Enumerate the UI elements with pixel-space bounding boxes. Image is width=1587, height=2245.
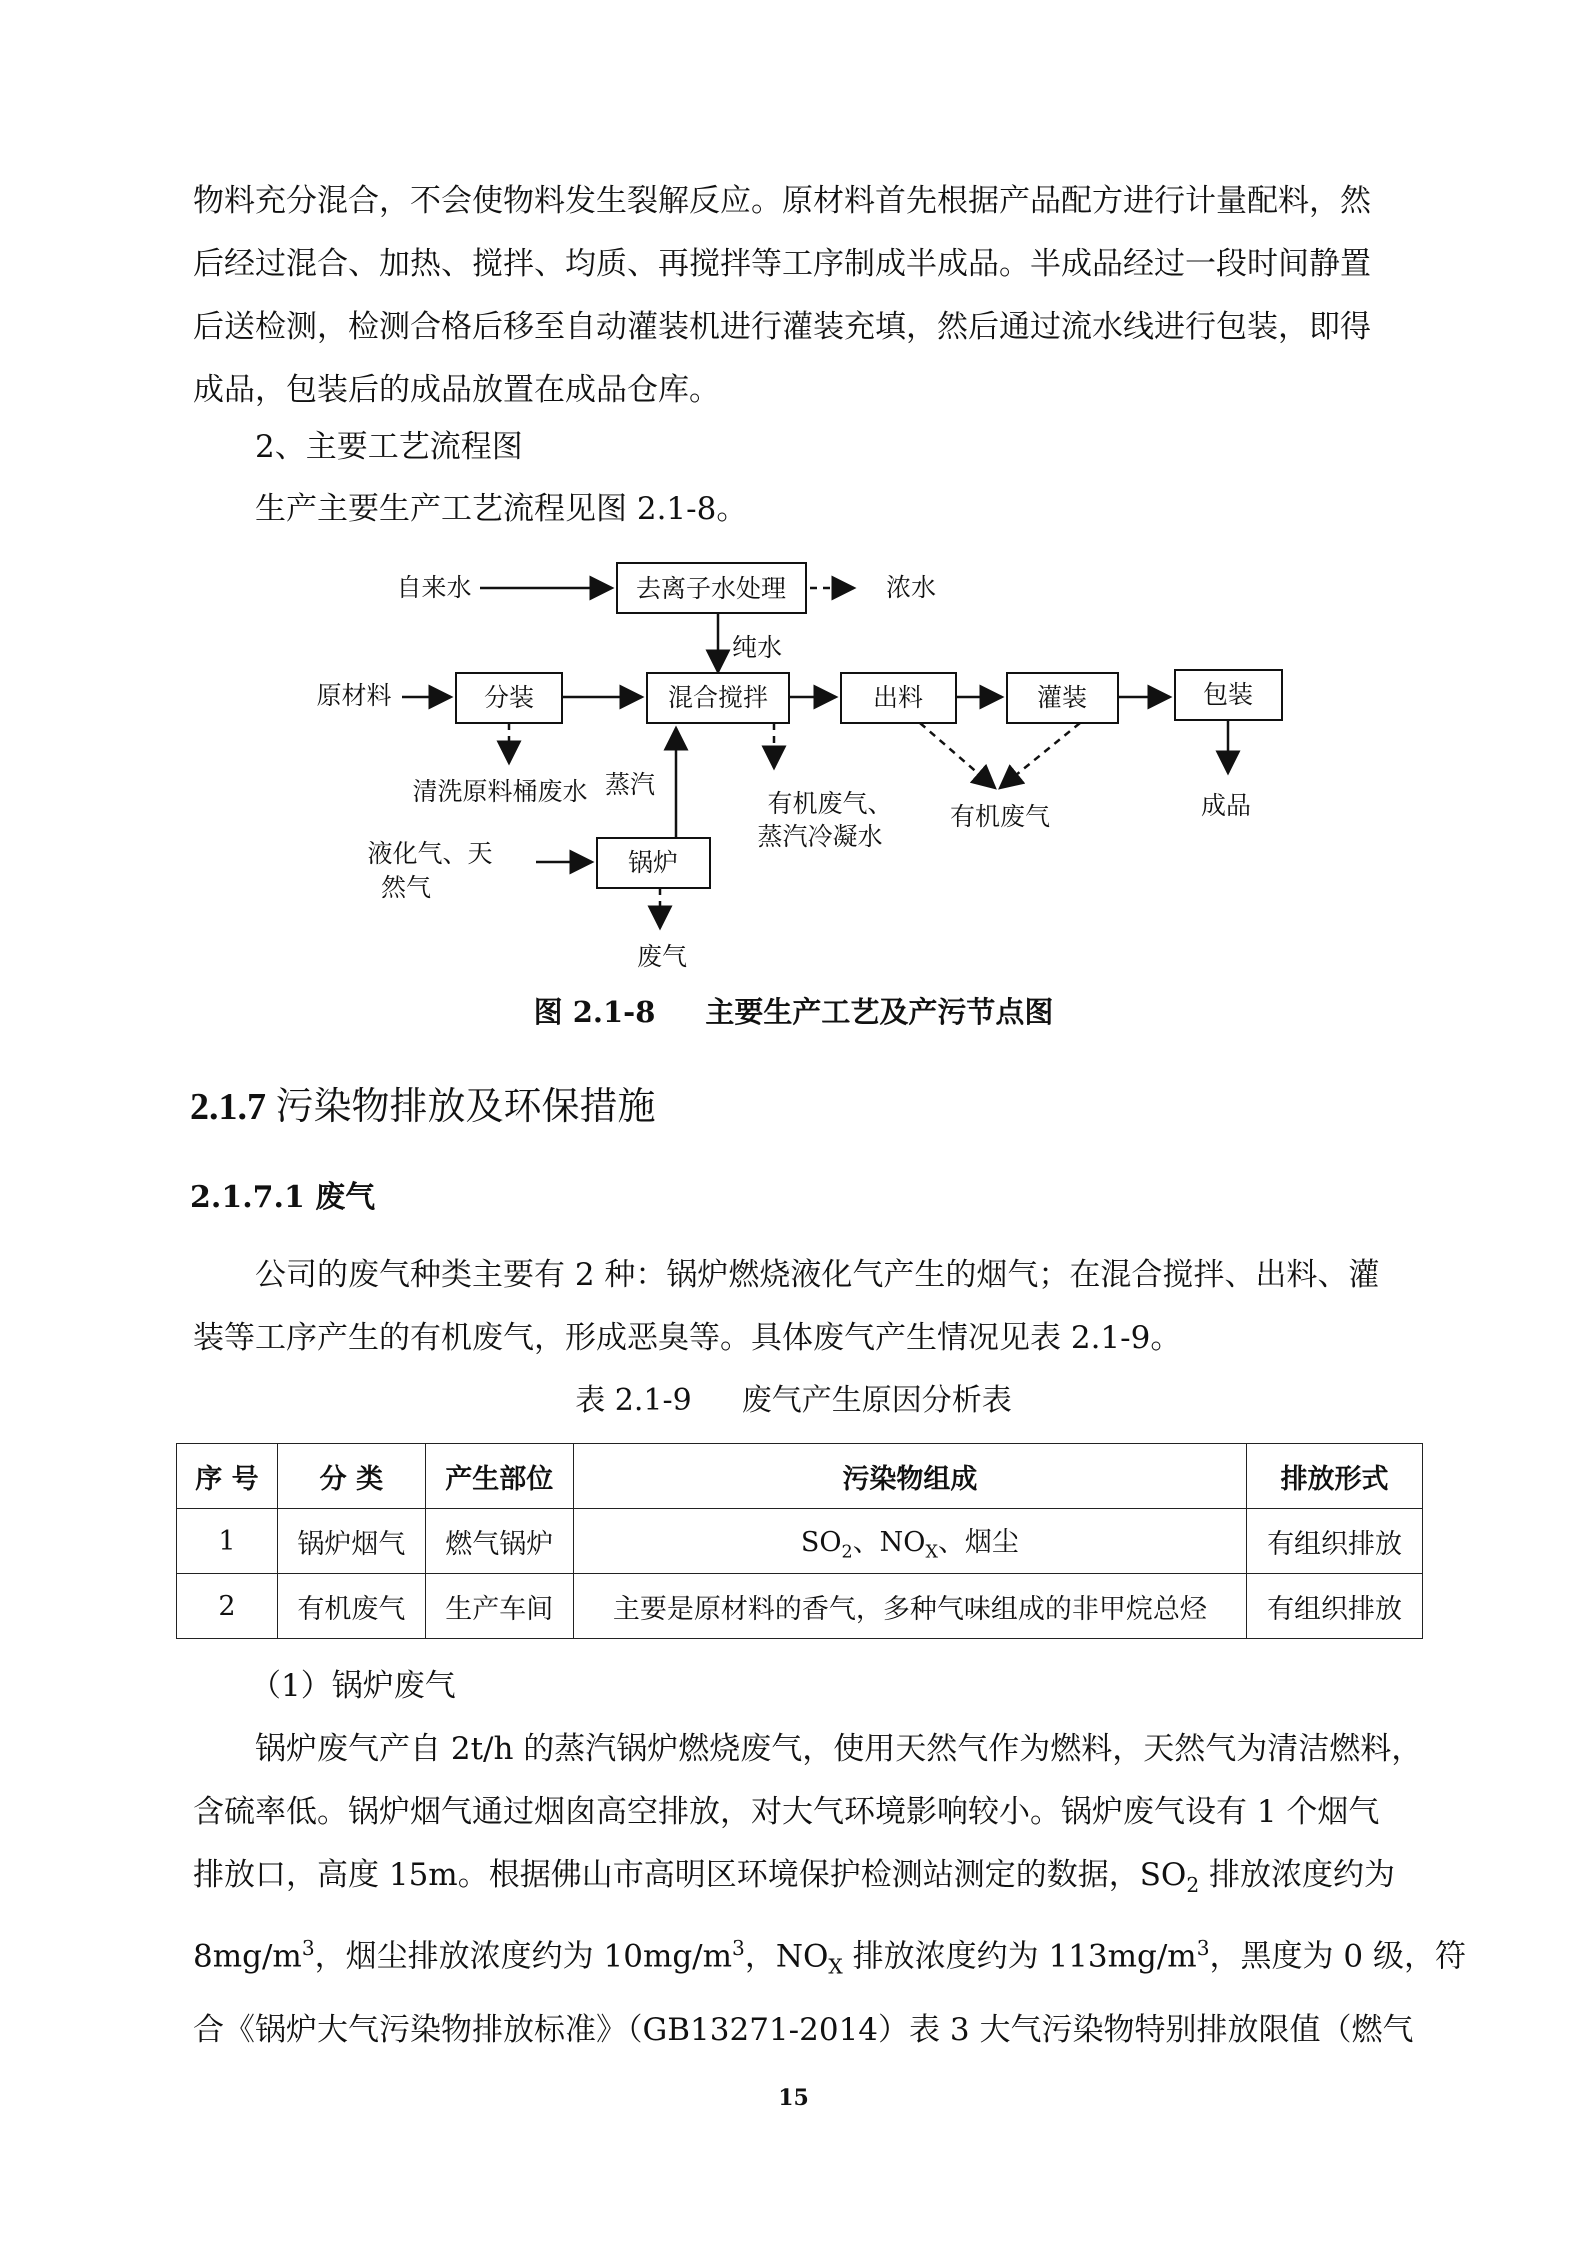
section-title: 污染物排放及环保措施 xyxy=(275,1086,656,1128)
node-raw-material: 原材料 xyxy=(316,681,392,710)
cell-source: 生产车间 xyxy=(425,1574,573,1639)
boiler-line-3: 排放口，高度 15m。根据佛山市高明区环境保护检测站测定的数据，$SO_2$ 排放浓度约为 xyxy=(193,1857,1396,1898)
intro-line-4: 成品，包装后的成品放置在成品仓库。 xyxy=(193,372,720,408)
cell-form: 有组织排放 xyxy=(1247,1574,1423,1639)
process-flowchart xyxy=(300,560,1300,980)
cell-composition: $SO_2$、$NO_X$、烟尘 xyxy=(573,1509,1246,1574)
node-packing: 包装 xyxy=(1202,680,1254,709)
boiler-line-2: 含硫率低。锅炉烟气通过烟囱高空排放，对大气环境影响较小。锅炉废气设有 1 个烟气 xyxy=(193,1794,1380,1830)
section-heading xyxy=(190,1075,656,1130)
node-tap-water: 自来水 xyxy=(396,573,472,602)
node-fuel-2: 然气 xyxy=(380,873,432,902)
node-pure-water: 纯水 xyxy=(731,633,783,662)
node-deion: 去离子水处理 xyxy=(635,574,787,603)
cell-composition: 主要是原材料的香气，多种气味组成的非甲烷总烃 xyxy=(573,1574,1246,1639)
node-conc-water: 浓水 xyxy=(885,573,937,602)
cell-no: 1 xyxy=(177,1509,278,1574)
exhaust-analysis-table xyxy=(176,1443,1423,1639)
figure-caption-text: 主要生产工艺及产污节点图 xyxy=(705,995,1054,1029)
table-header-row xyxy=(177,1444,1423,1509)
boiler-line-1: 锅炉废气产自 2t/h 的蒸汽锅炉燃烧废气，使用天然气作为燃料，天然气为清洁燃料， xyxy=(255,1731,1423,1767)
intro-line-3: 后送检测，检测合格后移至自动灌装机进行灌装充填，然后通过流水线进行包装，即得 xyxy=(193,309,1371,345)
boiler-heading: （1）锅炉废气 xyxy=(250,1668,456,1704)
cell-form: 有组织排放 xyxy=(1247,1509,1423,1574)
subsection-title: 废气 xyxy=(315,1180,376,1215)
node-dispense: 分装 xyxy=(483,683,535,712)
col-header-composition: 污染物组成 xyxy=(573,1444,1246,1509)
boiler-paragraph xyxy=(193,1718,1466,2062)
subsection-number: 2.1.7.1 xyxy=(190,1180,305,1215)
node-organic-gas: 有机废气 xyxy=(949,802,1051,831)
node-discharge: 出料 xyxy=(872,683,924,712)
cell-type: 有机废气 xyxy=(277,1574,425,1639)
gas-intro-line-2: 装等工序产生的有机废气，形成恶臭等。具体废气产生情况见表 2.1-9。 xyxy=(193,1320,1182,1356)
table-caption xyxy=(0,1375,1587,1419)
gas-intro-line-1: 公司的废气种类主要有 2 种：锅炉燃烧液化气产生的烟气；在混合搅拌、出料、灌 xyxy=(255,1257,1380,1293)
node-filling: 灌装 xyxy=(1036,683,1088,712)
item-2-heading: 2、主要工艺流程图 xyxy=(255,429,523,465)
node-wash-water: 清洗原料桶废水 xyxy=(412,777,588,806)
node-exhaust: 废气 xyxy=(636,942,688,971)
intro-line-1: 物料充分混合，不会使物料发生裂解反应。原材料首先根据产品配方进行计量配料，然 xyxy=(193,183,1371,219)
col-header-no: 序 号 xyxy=(177,1444,278,1509)
node-product: 成品 xyxy=(1200,791,1252,820)
boiler-line-4: $8mg/m^3$，烟尘排放浓度约为 $10mg/m^3$，$NO_X$ 排放浓度约为 $113mg/m^3$，黑度为 0 级，符 xyxy=(193,1936,1466,1979)
section-number: 2.1.7 xyxy=(190,1086,266,1128)
cell-source: 燃气锅炉 xyxy=(425,1509,573,1574)
node-steam: 蒸汽 xyxy=(604,770,656,799)
node-mix: 混合搅拌 xyxy=(667,683,769,712)
figure-caption-number: 图 2.1-8 xyxy=(533,995,656,1029)
flow-reference: 生产主要生产工艺流程见图 2.1-8。 xyxy=(255,491,748,527)
page-number: 15 xyxy=(778,2085,809,2111)
node-organic-1: 有机废气、 xyxy=(767,789,893,818)
cell-type: 锅炉烟气 xyxy=(277,1509,425,1574)
intro-line-2: 后经过混合、加热、搅拌、均质、再搅拌等工序制成半成品。半成品经过一段时间静置 xyxy=(193,246,1371,282)
table-caption-number: 表 2.1-9 xyxy=(575,1383,692,1418)
gas-intro-paragraph xyxy=(193,1244,1408,1370)
table-row xyxy=(177,1509,1423,1574)
table-row xyxy=(177,1574,1423,1639)
node-fuel-1: 液化气、天 xyxy=(367,839,493,868)
figure-caption xyxy=(0,990,1587,1031)
boiler-line-5: 合《锅炉大气污染物排放标准》（GB13271-2014）表 3 大气污染物特别排放限值（燃气 xyxy=(193,2011,1414,2048)
node-boiler: 锅炉 xyxy=(627,848,679,877)
table-caption-text: 废气产生原因分析表 xyxy=(741,1383,1012,1418)
col-header-type: 分 类 xyxy=(277,1444,425,1509)
node-organic-2: 蒸汽冷凝水 xyxy=(757,822,883,851)
col-header-source: 产生部位 xyxy=(425,1444,573,1509)
subsection-heading xyxy=(190,1172,375,1216)
intro-paragraph xyxy=(193,170,1408,422)
cell-no: 2 xyxy=(177,1574,278,1639)
col-header-form: 排放形式 xyxy=(1247,1444,1423,1509)
